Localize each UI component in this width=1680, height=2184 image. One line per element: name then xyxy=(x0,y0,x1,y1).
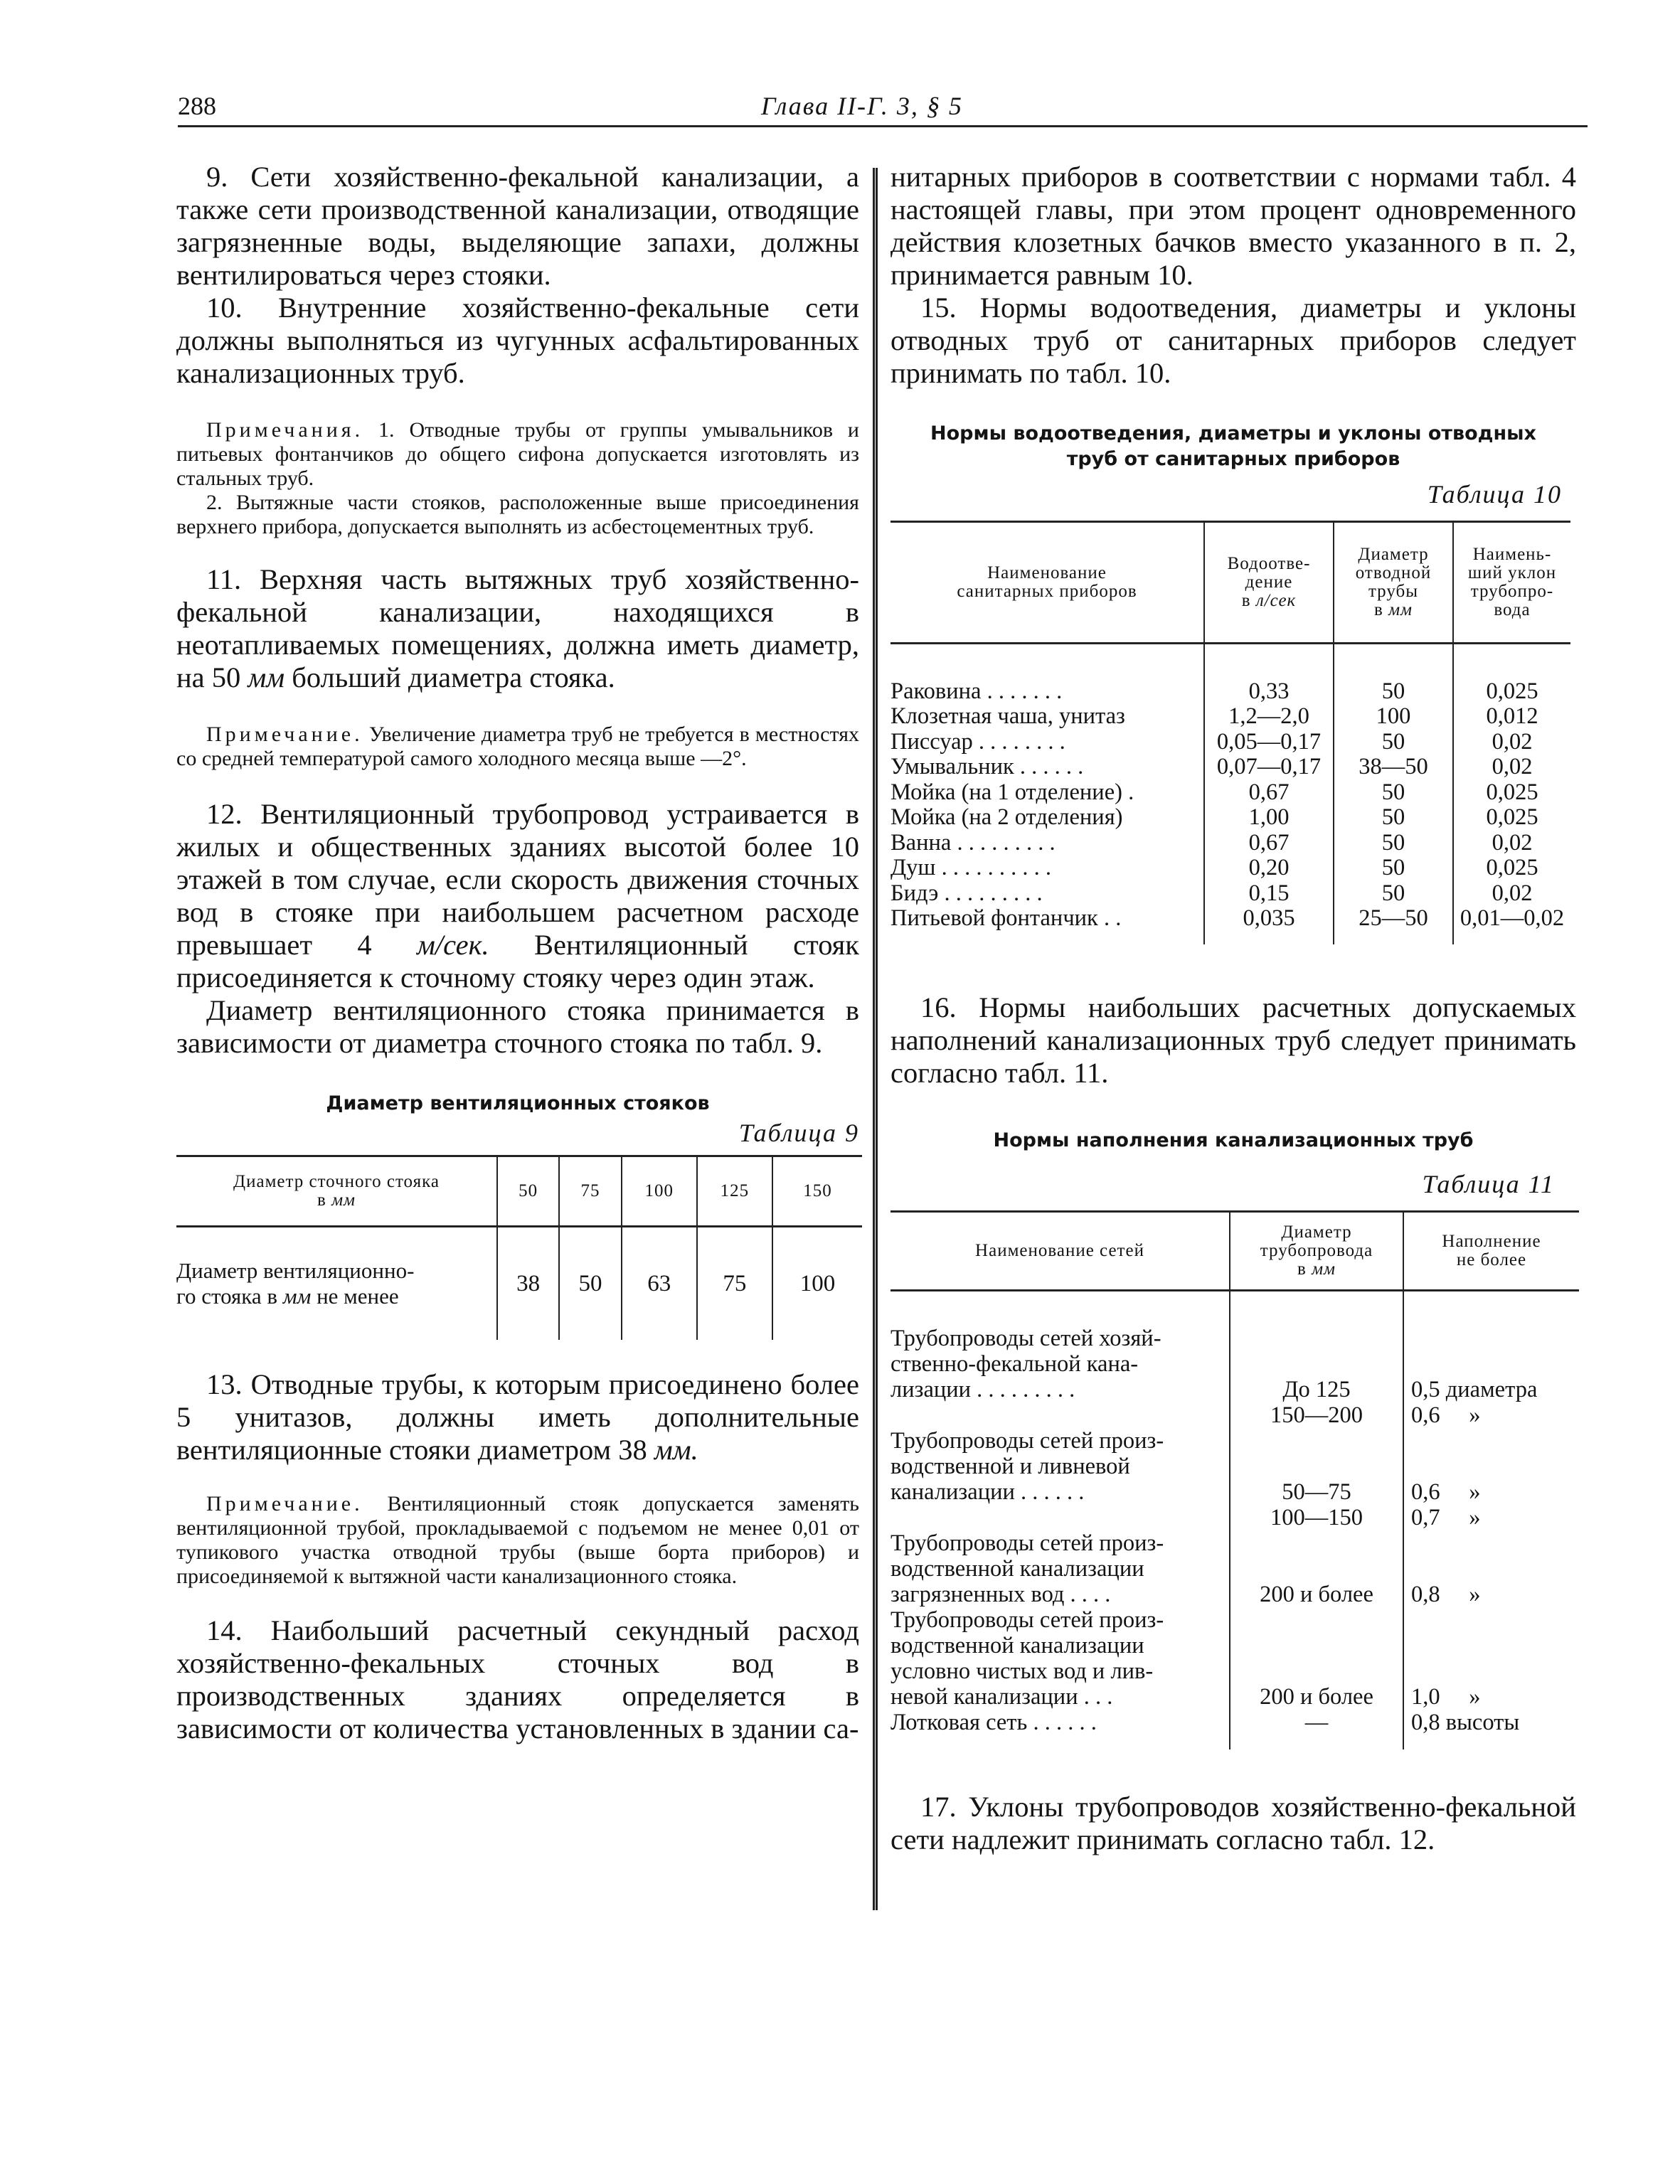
right-column xyxy=(890,161,1576,1856)
table-11-col-diameter: Диаметр трубопровода в мм xyxy=(1230,1211,1403,1290)
table-10-cell-name: Раковина . . . . . . . xyxy=(890,678,1063,704)
table-10-cell-name: Умывальник . . . . . . xyxy=(890,754,1084,779)
table-11-value-line: 0,6 » xyxy=(1411,1479,1481,1505)
table-10-cell-slope: 0,02 xyxy=(1453,755,1570,780)
table-11-spacer xyxy=(890,1735,1579,1749)
table-11-header-row xyxy=(890,1211,1579,1290)
table-10-cell-name: Мойка (на 1 отделение) . xyxy=(890,779,1134,805)
table-11-value-line: 1,0 » xyxy=(1411,1684,1481,1710)
table-11-body xyxy=(890,1290,1579,1749)
table-11-row xyxy=(890,1710,1579,1735)
table-11-cell-fill xyxy=(1403,1530,1579,1607)
table-11-cell-name xyxy=(890,1530,1230,1607)
header-rule xyxy=(178,125,1588,127)
table-10-cell-slope: 0,025 xyxy=(1453,856,1570,881)
table-11-cell-name xyxy=(890,1428,1230,1530)
table-10-cell-diam: 50 xyxy=(1334,730,1453,755)
table-11-name-line: Трубопроводы сетей произ- xyxy=(890,1530,1164,1556)
table-11-value-line: 100—150 xyxy=(1270,1505,1363,1530)
table-9-header-row xyxy=(176,1156,862,1227)
page-number: 288 xyxy=(178,92,216,120)
paragraph-10: 10. Внутренние хозяйственно-фекальные сети должны выполняться из чугунных асфальтированных канализационных труб. xyxy=(176,292,859,389)
table-10-cell-name: Душ . . . . . . . . . . xyxy=(890,855,1051,880)
note-13: Примечание. Вентиляционный стояк допускается заменять вентиляционной трубой, прокладываемой с подъемом не менее 0,01 от тупикового участка отводной трубы (выше борта приборов) и присоединяемой к вытяжной части канализационного стояка. xyxy=(176,1492,859,1588)
table-10-col-flow: Водоотве- дение в л/сек xyxy=(1204,522,1334,644)
paragraph-14: 14. Наибольший расчетный секундный расход хозяйственно-фекальных сточных вод в производственных зданиях определяется в зависимости от количества установленных в здании са- xyxy=(176,1614,859,1744)
table-11-value-line: До 125 xyxy=(1282,1377,1351,1402)
table-10-cell-flow: 0,67 xyxy=(1204,831,1334,856)
table-10-label: Таблица 10 xyxy=(1427,480,1562,508)
note-heading: Примечание. xyxy=(206,1492,363,1516)
table-11-col-fill: Наполнение не более xyxy=(1403,1211,1579,1290)
note-heading: Примечание. xyxy=(206,723,363,746)
table-10-cell-slope: 0,025 xyxy=(1453,780,1570,806)
table-11-name-line: загрязненных вод . . . . xyxy=(890,1582,1111,1607)
table-11-value-line: — xyxy=(1304,1710,1329,1735)
running-head: Глава II-Г. 3, § 5 xyxy=(761,92,963,120)
table-9-cell: 75 xyxy=(697,1227,772,1341)
table-11-col-name: Наименование сетей xyxy=(890,1211,1230,1290)
table-11-cell-diam xyxy=(1230,1326,1403,1428)
table-11-title: Нормы наполнения канализационных труб xyxy=(993,1129,1474,1151)
table-10-cell-name: Ванна . . . . . . . . . xyxy=(890,829,1056,856)
table-9-label: Таблица 9 xyxy=(738,1119,859,1147)
table-10-cell-flow: 0,15 xyxy=(1204,881,1334,907)
table-10-spacer xyxy=(890,644,1570,679)
table-10-cell-diam: 100 xyxy=(1334,704,1453,730)
table-11-name-line: водственной канализации xyxy=(890,1556,1144,1582)
table-10-body xyxy=(890,644,1570,944)
table-11-spacer xyxy=(890,1290,1579,1326)
table-9-title: Диаметр вентиляционных стояков xyxy=(326,1092,710,1114)
table-10-row xyxy=(890,906,1570,932)
paragraph-15: 15. Нормы водоотведения, диаметры и уклоны отводных труб от санитарных приборов следует принимать по табл. 10. xyxy=(890,292,1576,389)
table-9-cell: 75 xyxy=(559,1156,621,1227)
table-9 xyxy=(176,1155,862,1340)
table-11-row xyxy=(890,1530,1579,1607)
table-9-cell: 38 xyxy=(497,1227,559,1341)
table-11-name-pad xyxy=(890,1505,1229,1530)
table-10-cell-diam: 50 xyxy=(1334,780,1453,806)
table-10-cell-flow: 1,2—2,0 xyxy=(1204,704,1334,730)
table-10-cell-name: Клозетная чаша, унитаз xyxy=(890,703,1125,729)
table-10-row xyxy=(890,856,1570,881)
table-11-cell-diam xyxy=(1230,1428,1403,1530)
table-10-cell-diam: 50 xyxy=(1334,856,1453,881)
left-column xyxy=(176,161,859,1745)
table-11-cell-diam xyxy=(1230,1530,1403,1607)
table-10-spacer xyxy=(890,932,1570,944)
table-11-row xyxy=(890,1428,1579,1530)
table-10-row xyxy=(890,704,1570,730)
table-10-col-name: Наименование санитарных приборов xyxy=(890,522,1204,644)
table-11-name-line: ственно-фекальной кана- xyxy=(890,1351,1139,1377)
table-10-cell-name: Мойка (на 2 отделения) xyxy=(890,804,1123,830)
table-10-cell-slope: 0,025 xyxy=(1453,679,1570,705)
table-10-cell-diam: 38—50 xyxy=(1334,755,1453,780)
paragraph-17: 17. Уклоны трубопроводов хозяйственно-фекальной сети надлежит принимать согласно табл. 12. xyxy=(890,1791,1576,1855)
table-10-cell-flow: 0,07—0,17 xyxy=(1204,755,1334,780)
table-10-cell-diam: 50 xyxy=(1334,831,1453,856)
table-11-value-line: 0,8 высоты xyxy=(1411,1710,1520,1735)
notes-10-item-2: 2. Вытяжные части стояков, расположенные выше присоединения верхнего прибора, допускается выполнять из асбестоцементных труб. xyxy=(176,491,859,538)
table-11-cell-name xyxy=(890,1710,1230,1735)
table-11 xyxy=(890,1210,1579,1750)
table-10-cell-flow: 0,20 xyxy=(1204,856,1334,881)
table-10-cell-slope: 0,012 xyxy=(1453,704,1570,730)
table-10-cell-flow: 0,67 xyxy=(1204,780,1334,806)
paragraph-14-cont: нитарных приборов в соответствии с нормами табл. 4 настоящей главы, при этом процент одновременного действия клозетных бачков вместо указанного в п. 2, принимается равным 10. xyxy=(890,161,1576,291)
table-9-cell: 150 xyxy=(772,1156,862,1227)
table-11-row xyxy=(890,1326,1579,1428)
table-10-col-slope: Наимень- ший уклон трубопро- вода xyxy=(1453,522,1570,644)
table-9-cell: 100 xyxy=(622,1156,697,1227)
table-10-cell-slope: 0,025 xyxy=(1453,805,1570,831)
paragraph-16: 16. Нормы наибольших расчетных допускаемых наполнений канализационных труб следует принимать согласно табл. 11. xyxy=(890,991,1576,1089)
table-11-name-line: канализации . . . . . . xyxy=(890,1479,1085,1505)
table-9-cell: 63 xyxy=(622,1227,697,1341)
table-10-cell-name: Питьевой фонтанчик . . xyxy=(890,905,1122,931)
table-9-cell: 50 xyxy=(559,1227,621,1341)
column-divider xyxy=(873,168,878,1910)
table-11-name-line: лизации . . . . . . . . . xyxy=(890,1377,1075,1402)
table-10-cell-slope: 0,02 xyxy=(1453,881,1570,907)
table-10-cell-diam: 50 xyxy=(1334,679,1453,705)
table-11-value-line: 50—75 xyxy=(1282,1479,1351,1505)
table-11-name-line: Трубопроводы сетей хозяй- xyxy=(890,1326,1161,1351)
paragraph-12: 12. Вентиляционный трубопровод устраивается в жилых и общественных зданиях высотой более 10 этажей в том случае, если скорость движения сточных вод в стояке при наибольшем расчетном расходе превышает 4 м/сек. Вентиляционный стояк присоединяется к сточному стояку через один этаж. xyxy=(176,798,859,994)
paragraph-11: 11. Верхняя часть вытяжных труб хозяйственно-фекальной канализации, находящихся в неотапливаемых помещениях, должна иметь диаметр, на 50 мм больший диаметра стояка. xyxy=(176,563,859,693)
table-10-row xyxy=(890,730,1570,755)
table-11-value-line: 150—200 xyxy=(1270,1402,1363,1428)
table-10-row xyxy=(890,805,1570,831)
table-11-value-line: 0,5 диаметра xyxy=(1411,1377,1538,1402)
table-10-row xyxy=(890,780,1570,806)
table-11-label: Таблица 11 xyxy=(1422,1169,1555,1198)
table-10-cell-flow: 0,33 xyxy=(1204,679,1334,705)
table-10-cell-name: Писсуар . . . . . . . . xyxy=(890,728,1065,755)
table-9-cell: 100 xyxy=(772,1227,862,1341)
table-11-cell-fill xyxy=(1403,1607,1579,1710)
table-9-row-label: Диаметр вентиляционно- го стояка в мм не менее xyxy=(176,1258,415,1309)
table-10-cell-diam: 25—50 xyxy=(1334,906,1453,932)
table-10-row xyxy=(890,881,1570,907)
table-10-cell-flow: 0,035 xyxy=(1204,906,1334,932)
table-10-header-row xyxy=(890,522,1570,644)
table-11-value-line: 200 и более xyxy=(1260,1684,1373,1710)
table-11-name-line: Трубопроводы сетей произ- xyxy=(890,1428,1164,1454)
table-11-cell-diam xyxy=(1230,1710,1403,1735)
table-11-name-line: водственной и ливневой xyxy=(890,1454,1130,1479)
table-10-cell-slope: 0,02 xyxy=(1453,730,1570,755)
table-11-name-line: водственной канализации xyxy=(890,1633,1144,1658)
paragraph-9: 9. Сети хозяйственно-фекальной канализации, а также сети производственной канализации, отводящие загрязненные воды, выделяющие запахи, должны вентилироваться через стояки. xyxy=(176,161,859,291)
table-10-cell-diam: 50 xyxy=(1334,805,1453,831)
table-10 xyxy=(890,521,1570,944)
table-10-cell-flow: 1,00 xyxy=(1204,805,1334,831)
table-11-name-pad xyxy=(890,1402,1229,1428)
table-11-value-line: 0,8 » xyxy=(1411,1582,1481,1607)
table-11-cell-name xyxy=(890,1326,1230,1428)
table-11-value-line: 200 и более xyxy=(1260,1582,1373,1607)
table-10-col-diameter: Диаметр отводной трубы в мм xyxy=(1334,522,1453,644)
table-10-title: Нормы водоотведения, диаметры и уклоны отводных труб от санитарных приборов xyxy=(930,422,1536,470)
table-11-value-line: 0,6 » xyxy=(1411,1402,1481,1428)
table-10-cell-slope: 0,02 xyxy=(1453,831,1570,856)
table-11-row xyxy=(890,1607,1579,1710)
table-10-cell-diam: 50 xyxy=(1334,881,1453,907)
page-header xyxy=(178,91,1588,124)
table-10-cell-name: Бидэ . . . . . . . . . xyxy=(890,880,1043,906)
table-11-cell-fill xyxy=(1403,1326,1579,1428)
table-10-row xyxy=(890,679,1570,705)
table-10-row xyxy=(890,755,1570,780)
table-11-name-line: условно чистых вод и лив- xyxy=(890,1658,1154,1684)
table-11-name-line: невой канализации . . . xyxy=(890,1684,1113,1710)
notes-10-item-1: Примечания. 1. Отводные трубы от группы умывальников и питьевых фонтанчиков до общего сифона допускается изготовлять из стальных труб. xyxy=(176,418,859,490)
table-10-cell-slope: 0,01—0,02 xyxy=(1453,906,1570,932)
table-9-cell: 50 xyxy=(497,1156,559,1227)
table-11-cell-fill xyxy=(1403,1428,1579,1530)
table-11-cell-name xyxy=(890,1607,1230,1710)
paragraph-13: 13. Отводные трубы, к которым присоединено более 5 унитазов, должны иметь дополнительные вентиляционные стояки диаметром 38 мм. xyxy=(176,1368,859,1466)
table-9-row-label: Диаметр сточного стояка в мм xyxy=(176,1156,497,1227)
table-10-row xyxy=(890,831,1570,856)
table-10-cell-flow: 0,05—0,17 xyxy=(1204,730,1334,755)
table-9-data-row xyxy=(176,1227,862,1341)
note-11: Примечание. Увеличение диаметра труб не требуется в местностях со средней температурой самого холодного месяца выше —2°. xyxy=(176,723,859,770)
paragraph-12-cont: Диаметр вентиляционного стояка принимается в зависимости от диаметра сточного стояка по табл. 9. xyxy=(176,994,859,1059)
notes-heading: Примечания. xyxy=(206,418,364,442)
table-11-cell-diam xyxy=(1230,1607,1403,1710)
table-11-value-line: 0,7 » xyxy=(1411,1505,1481,1530)
table-9-cell: 125 xyxy=(697,1156,772,1227)
table-11-name-line: Трубопроводы сетей произ- xyxy=(890,1607,1164,1633)
table-11-cell-fill xyxy=(1403,1710,1579,1735)
table-11-name-line: Лотковая сеть . . . . . . xyxy=(890,1710,1097,1735)
